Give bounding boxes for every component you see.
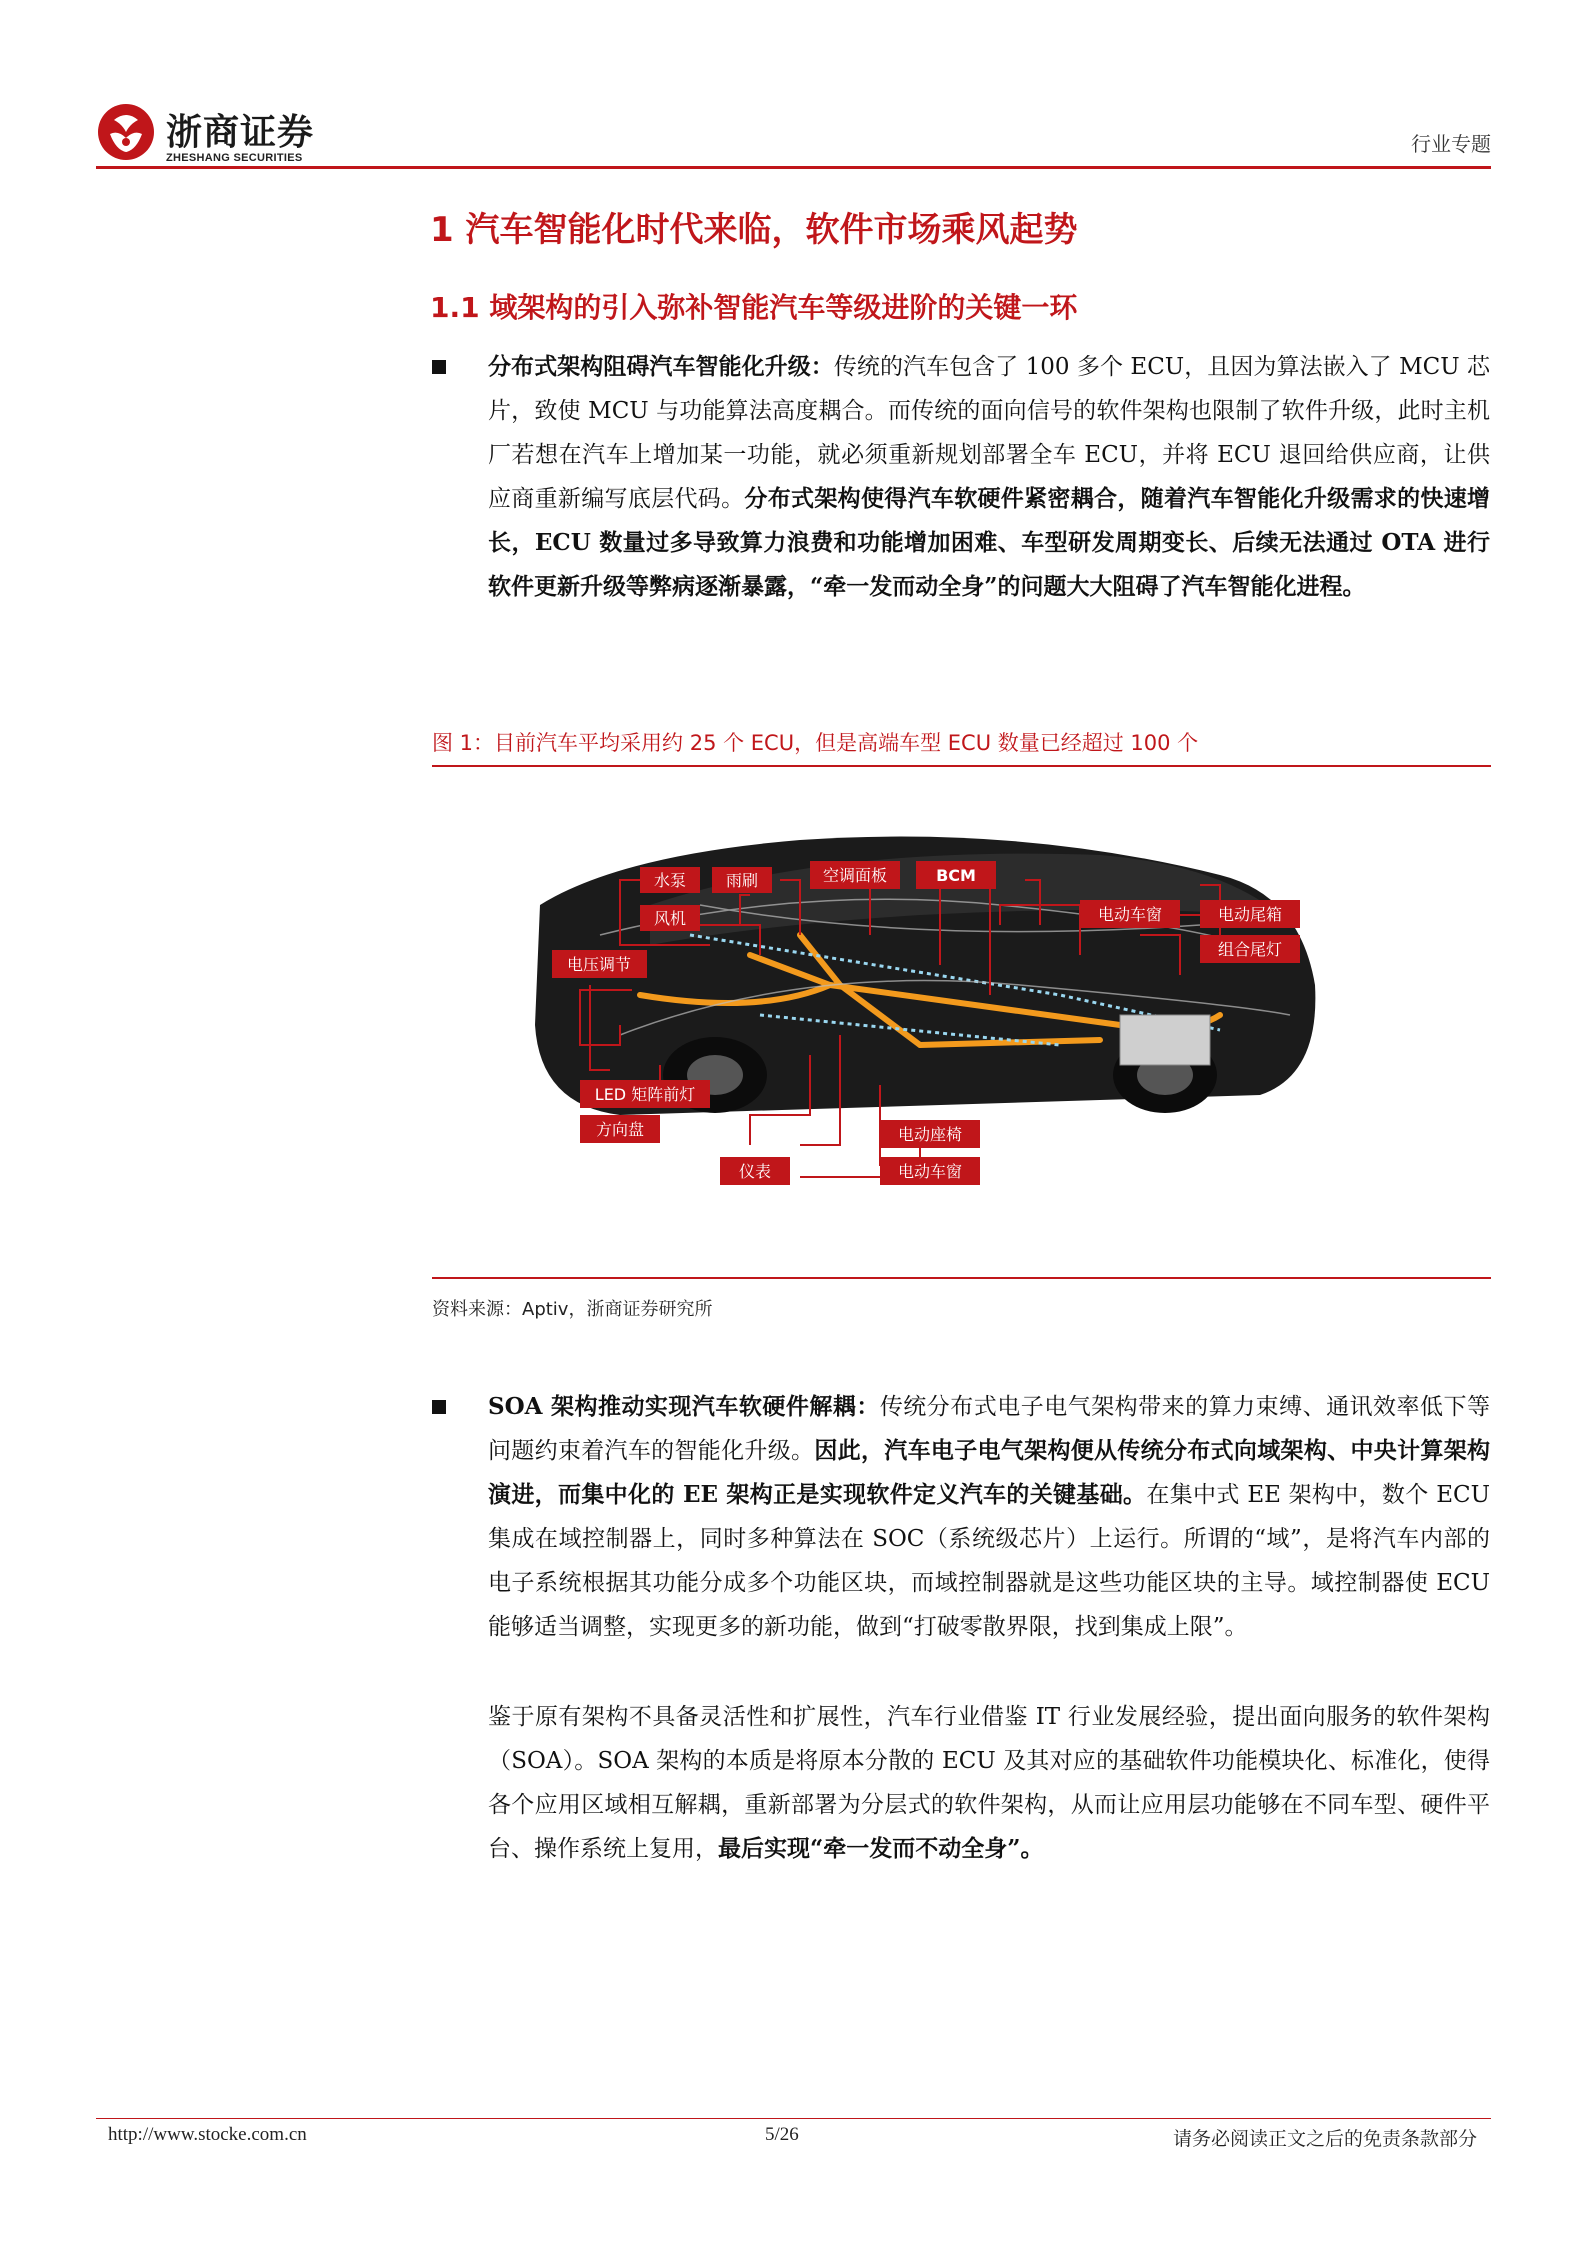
label-diandong-weixiang xyxy=(1200,900,1300,928)
label-diandong-chechuang-top-text: 电动车窗 xyxy=(1097,905,1163,924)
paragraph-body-continued: 在集中式 EE 架构中，数个 ECU 集成在域控制器上，同时多种算法在 SOC（系统级芯片）上运行。所谓的“域”，是将汽车内部的电子系统根据其功能分成多个功能区块，而域控制器就是这些功能区块的主导。域控制器使 ECU 能够适当调整，实现更多的新功能，做到“打破零散界限，找到集成上限”。 xyxy=(488,1482,1490,1640)
label-zuoyi-text: 电动座椅 xyxy=(897,1125,963,1144)
brand-name-en: ZHESHANG SECURITIES xyxy=(166,152,303,164)
label-fengji-text: 风机 xyxy=(653,909,687,928)
paragraph-distributed-architecture xyxy=(488,345,1490,609)
bullet-square-icon xyxy=(432,1400,446,1414)
battery-module xyxy=(1120,1015,1210,1065)
figure-caption: 图 1：目前汽车平均采用约 25 个 ECU，但是高端车型 ECU 数量已经超过 100 个 xyxy=(432,731,1199,755)
label-kongtiao xyxy=(810,861,900,889)
report-type-tag: 行业专题 xyxy=(1411,132,1491,156)
label-fengji xyxy=(640,905,700,931)
label-led xyxy=(580,1080,710,1108)
label-shuibeng-text: 水泵 xyxy=(653,871,687,890)
label-fangxiangpan-text: 方向盘 xyxy=(595,1120,645,1139)
paragraph-body: 传统分布式电子电气架构带来的算力束缚、通讯效率低下等问题约束着汽车的智能化升级。 xyxy=(488,1394,1491,1464)
label-kongtiao-text: 空调面板 xyxy=(822,866,888,885)
label-shuibeng xyxy=(640,867,700,893)
label-yibiao-text: 仪表 xyxy=(738,1162,772,1181)
paragraph-emphasis: 因此，汽车电子电气架构便从传统分布式向域架构、中央计算架构演进，而集中化的 EE 架构正是实现软件定义汽车的关键基础。 xyxy=(488,1437,1491,1508)
label-yibiao xyxy=(720,1157,790,1185)
label-diandong-chechuang-bottom-text: 电动车窗 xyxy=(897,1162,963,1181)
label-fangxiangpan xyxy=(580,1115,660,1143)
header-divider xyxy=(96,166,1491,169)
brand-name: 浙商证券 xyxy=(166,112,315,153)
figure-bottom-rule xyxy=(432,1277,1491,1279)
label-diandong-weixiang-text: 电动尾箱 xyxy=(1217,905,1283,924)
subsection-heading: 1.1 域架构的引入弥补智能汽车等级进阶的关键一环 xyxy=(430,291,1078,324)
paragraph-lead: 分布式架构阻碍汽车智能化升级： xyxy=(488,353,834,380)
paragraph-body: 鉴于原有架构不具备灵活性和扩展性，汽车行业借鉴 IT 行业发展经验，提出面向服务的软件架构（SOA）。SOA 架构的本质是将原本分散的 ECU 及其对应的基础软件功能模块化、标准化，使得各个应用区域相互解耦，重新部署为分层式的软件架构，从而让应用层功能够在不同车型、硬件平台、操作系统上复用， xyxy=(488,1704,1490,1862)
label-yushua xyxy=(712,867,772,893)
footer-disclaimer: 请务必阅读正文之后的免责条款部分 xyxy=(1172,2128,1477,2150)
label-led-text: LED 矩阵前灯 xyxy=(594,1085,696,1104)
section-heading: 1 汽车智能化时代来临，软件市场乘风起势 xyxy=(430,210,1078,250)
label-zuhe-weideng xyxy=(1200,935,1300,963)
label-bcm-text: BCM xyxy=(936,866,976,885)
car-ecu-diagram xyxy=(500,785,1330,1270)
label-bcm xyxy=(916,861,996,889)
label-diandong-chechuang-bottom xyxy=(880,1157,980,1185)
bullet-square-icon xyxy=(432,360,446,374)
footer-website-link[interactable]: http://www.stocke.com.cn xyxy=(108,2124,307,2145)
paragraph-soa-decoupling xyxy=(488,1385,1490,1649)
paragraph-soa-essence xyxy=(488,1695,1490,1871)
label-dianya-text: 电压调节 xyxy=(566,955,632,974)
paragraph-emphasis: 最后实现“牵一发而不动全身”。 xyxy=(718,1835,1044,1862)
page-number: 5/26 xyxy=(765,2124,799,2145)
brand-logo-icon xyxy=(96,102,156,162)
label-zuoyi xyxy=(880,1120,980,1148)
figure-source: 资料来源：Aptiv，浙商证券研究所 xyxy=(432,1299,713,1320)
footer-divider xyxy=(96,2118,1491,2119)
label-yushua-text: 雨刷 xyxy=(725,871,759,890)
paragraph-emphasis: 分布式架构使得汽车软硬件紧密耦合，随着汽车智能化升级需求的快速增长，ECU 数量过多导致算力浪费和功能增加困难、车型研发周期变长、后续无法通过 OTA 进行软件更新升级等弊病逐渐暴露，“牵一发而动全身”的问题大大阻碍了汽车智能化进程。 xyxy=(488,485,1491,600)
paragraph-body: 传统的汽车包含了 100 多个 ECU，且因为算法嵌入了 MCU 芯片，致使 MCU 与功能算法高度耦合。而传统的面向信号的软件架构也限制了软件升级，此时主机厂若想在汽车上增加某一功能，就必须重新规划部署全车 ECU，并将 ECU 退回给供应商，让供应商重新编写底层代码。 xyxy=(488,354,1490,512)
paragraph-lead: SOA 架构推动实现汽车软硬件解耦： xyxy=(488,1393,880,1420)
label-diandong-chechuang-top xyxy=(1080,900,1180,928)
label-zuhe-weideng-text: 组合尾灯 xyxy=(1217,940,1283,959)
figure-top-rule xyxy=(432,765,1491,767)
label-dianya xyxy=(552,950,647,978)
